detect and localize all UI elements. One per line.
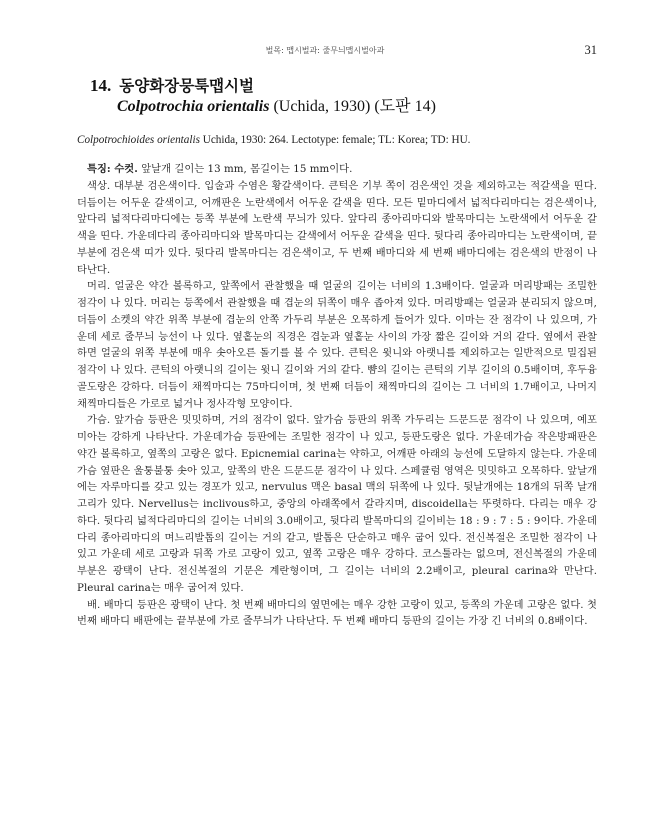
species-number: 14.: [90, 76, 112, 95]
metasoma-paragraph: 배. 배마디 등판은 광택이 난다. 첫 번째 배마디의 옆면에는 매우 강한 고랑이 있고, 등쪽의 가운데 고랑은 없다. 첫 번째 배마디 배판에는 끝부분에 가로 줄무늬가 나타난다. 두 번째 배마디 등판의 길이는 가장 긴 너비의 0.8배이다.: [77, 598, 597, 628]
paragraph-text: 앞날개 길이는 13 mm, 몸길이는 15 mm이다.: [137, 163, 353, 175]
mesosoma-paragraph: 가슴. 앞가슴 등판은 밋밋하며, 거의 점각이 없다. 앞가슴 등판의 위쪽 가두리는 드문드문 점각이 나 있으며, 예포미아는 강하게 나타난다. 가운데가슴 등판에는 조밀한 점각이 나 있고, 등판도랑은 없다. 가운데가슴 작은방패판은 약간 볼록하고, 옆쪽의 고랑은 없다. Epicnemial carina는 약하고, 어깨판 아래의 능선에 도달하지 않는다. 가운데가슴 옆판은 울퉁불퉁 솟아 있고, 앞쪽의 반은 드문드문 점각이 나 있다. 스페큘럼 영역은 밋밋하고 오목하다. 앞날개에는 자루마디를 갖고 있는 경포가 있고, nervulus 맥은 basal 맥의 뒤쪽에 나 있다. 뒷날개에는 18개의 뒤쪽 날개고리가 있다. Nervellus는 inclivous하고, 중앙의 아래쪽에서 갈라지며, discoidella는 뚜렷하다. 다리는 매우 강하다. 뒷다리 넓적다리마디의 길이는 너비의 3.0배이고, 뒷다리 발목마디의 길이비는 18 : 9 : 7 : 5 : 9이다. 가운데다리 종아리마디의 며느리발톱의 길이는 거의 같고, 발톱은 단순하고 매우 굽어 있다. 전신복절은 조밀한 점각이 나 있고 가운데 세로 고랑과 뒤쪽 가로 고랑이 있고, 옆쪽 고랑은 매우 강하다. 코스툴라는 없으며, 전신복절의 가운데 부분은 광택이 난다. 전신복절의 기문은 계란형이며, 그 길이는 너비의 2.2배이고, pleural carina와 만난다. Pleural carina는 매우 굽어져 있다.: [77, 414, 597, 594]
running-header: 벌목: 맵시벌과: 줄무늬맵시벌아과: [265, 46, 385, 55]
color-paragraph: 색상. 대부분 검은색이다. 입술과 수염은 황갈색이다. 큰턱은 기부 쪽이 검은색인 것을 제외하고는 적갈색을 띤다. 더듬이는 어두운 갈색이고, 어깨판은 노란색에서 어두운 갈색을 띤다. 모든 밑마디에서 넓적다리마디는 검은색이나, 앞다리 넓적다리마디에는 등쪽 부분에 노란색 무늬가 있다. 앞다리 종아리마디와 발목마디는 노란색에서 어두운 갈색을 띤다. 가운데다리 종아리마디와 발목마디는 갈색에서 어두운 갈색을 띤다. 뒷다리 종아리마디는 노란색이며, 끝부분에 검은색 띠가 있다. 뒷다리 발목마디는 검은색이고, 두 번째 배마디와 세 번째 배마디에는 검은색의 반점이 나타난다.: [77, 179, 597, 276]
plate-reference: (도판 14): [374, 98, 436, 115]
synonymy-line: [77, 134, 597, 146]
species-korean-name: 동양화장뭉툭맵시벌: [119, 77, 255, 95]
species-scientific-name: Colpotrochia orientalis: [117, 98, 270, 115]
species-title: [90, 76, 610, 117]
description-body: [77, 161, 597, 630]
head-paragraph: 머리. 얼굴은 약간 볼록하고, 앞쪽에서 관찰했을 때 얼굴의 길이는 너비의 1.3배이다. 얼굴과 머리방패는 조밀한 점각이 나 있다. 머리는 등쪽에서 관찰했을 때 겹눈의 뒤쪽이 매우 좁아져 있다. 머리방패는 얼굴과 분리되지 않으며, 더듬이 소켓의 약간 위쪽 부분에 겹눈의 안쪽 가두리 부분은 오목하게 들어가 있다. 이마는 잔 점각이 나 있으며, 가운데 세로 줄무늬 능선이 나 있다. 옆홑눈의 직경은 겹눈과 옆홑눈 사이의 가장 짧은 길이와 거의 같다. 옆에서 관찰하면 얼굴의 위쪽 부분에 매우 솟아오른 돌기를 볼 수 있다. 큰턱은 윗니와 아랫니를 제외하고는 일반적으로 밀집된 점각이 나 있다. 큰턱의 아랫니의 길이는 윗니 길이와 거의 같다. 뺨의 길이는 큰턱의 기부 길이의 0.5배이며, 후두융골도랑은 강하다. 더듬이 채찍마디는 75마디이며, 첫 번째 더듬이 채찍마디의 길이는 그 너비의 1.7배이고, 나머지 채찍마디들은 가로로 넓거나 정사각형 모양이다.: [77, 280, 597, 410]
diagnosis-paragraph: [77, 161, 597, 178]
species-title-korean: [90, 76, 610, 96]
species-title-scientific: [117, 96, 610, 117]
synonym-name: Colpotrochioides orientalis: [77, 134, 200, 146]
species-authority: (Uchida, 1930): [273, 98, 371, 115]
page-number: 31: [584, 43, 597, 57]
synonym-details: Uchida, 1930: 264. Lectotype: female; TL: Korea; TD: HU.: [199, 134, 471, 146]
paragraph-lead: 특징: 수컷.: [87, 163, 138, 175]
